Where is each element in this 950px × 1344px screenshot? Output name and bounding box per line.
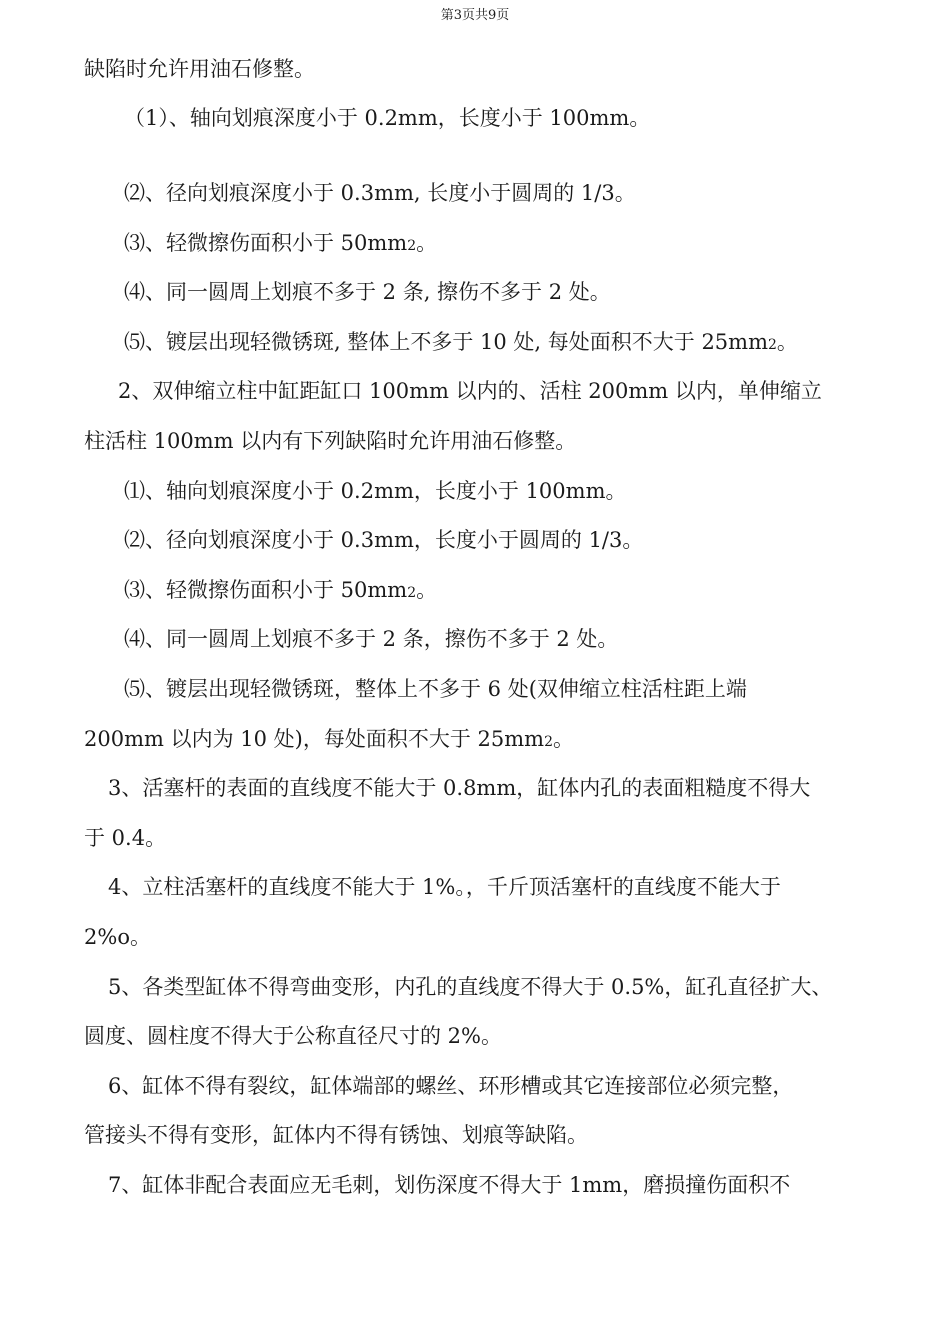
text-line: 7、缸体非配合表面应无毛刺，划伤深度不得大于 1mm，磨损撞伤面积不 xyxy=(108,1173,791,1197)
text-line: ⑵、径向划痕深度小于 0.3mm, 长度小于圆周的 1/3。 xyxy=(124,181,636,205)
text-line: 2、双伸缩立柱中缸距缸口 100mm 以内的、活柱 200mm 以内，单伸缩立 xyxy=(118,379,822,403)
text-line: 管接头不得有变形，缸体内不得有锈蚀、划痕等缺陷。 xyxy=(84,1123,588,1147)
text-line: ⑴、轴向划痕深度小于 0.2mm，长度小于 100mm。 xyxy=(124,479,627,503)
text-line: 5、各类型缸体不得弯曲变形，内孔的直线度不得大于 0.5%，缸孔直径扩大、 xyxy=(108,975,833,999)
text-line: ⑷、同一圆周上划痕不多于 2 条, 擦伤不多于 2 处。 xyxy=(124,280,611,304)
text-line: ⑵、径向划痕深度小于 0.3mm，长度小于圆周的 1/3。 xyxy=(124,528,644,552)
text-line: 6、缸体不得有裂纹，缸体端部的螺丝、环形槽或其它连接部位必须完整， xyxy=(108,1074,794,1098)
text-line: 200mm 以内为 10 处)，每处面积不大于 25mm2。 xyxy=(84,727,574,751)
text-line: （1）、轴向划痕深度小于 0.2mm，长度小于 100mm。 xyxy=(124,106,651,130)
text-line: ⑶、轻微擦伤面积小于 50mm2。 xyxy=(124,231,438,255)
text-line: ⑶、轻微擦伤面积小于 50mm2。 xyxy=(124,578,438,602)
text-line: ⑷、同一圆周上划痕不多于 2 条，擦伤不多于 2 处。 xyxy=(124,627,619,651)
text-line: 4、立柱活塞杆的直线度不能大于 1%。，千斤顶活塞杆的直线度不能大于 xyxy=(108,875,781,899)
text-line: 2%o。 xyxy=(84,925,151,949)
text-line: ⑸、镀层出现轻微锈斑，整体上不多于 6 处(双伸缩立柱活柱距上端 xyxy=(124,677,747,701)
text-line: 圆度、圆柱度不得大于公称直径尺寸的 2%。 xyxy=(84,1024,502,1048)
text-line: 3、活塞杆的表面的直线度不能大于 0.8mm，缸体内孔的表面粗糙度不得大 xyxy=(108,776,811,800)
text-line: 缺陷时允许用油石修整。 xyxy=(84,57,315,81)
text-line: 柱活柱 100mm 以内有下列缺陷时允许用油石修整。 xyxy=(84,429,577,453)
text-line: ⑸、镀层出现轻微锈斑, 整体上不多于 10 处, 每处面积不大于 25mm2。 xyxy=(124,330,798,354)
page-header: 第3页共9页 xyxy=(440,8,510,23)
text-line: 于 0.4。 xyxy=(84,826,167,850)
